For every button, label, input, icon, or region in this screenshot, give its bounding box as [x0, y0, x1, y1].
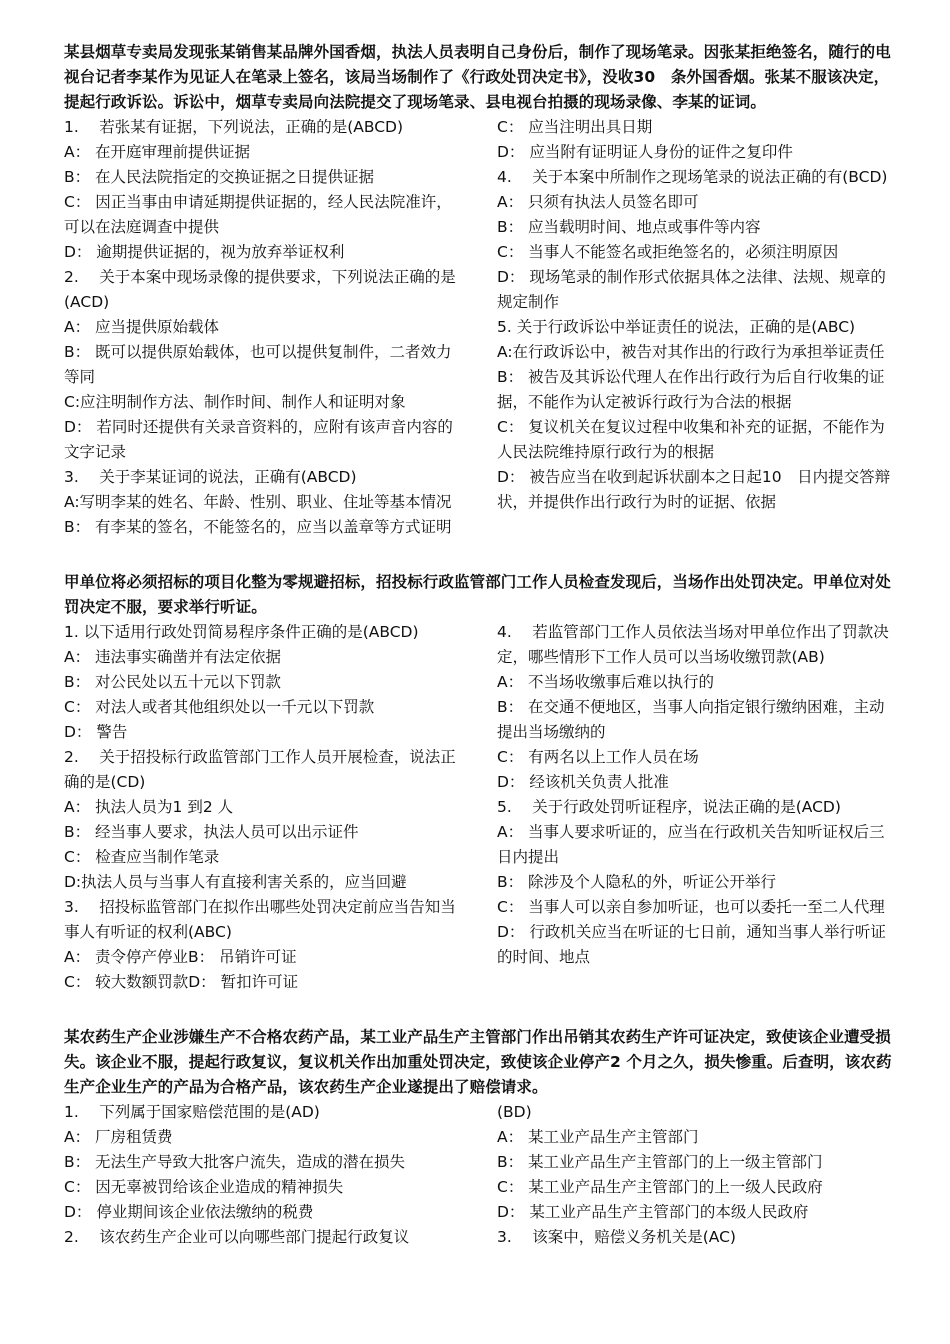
question-line: 2. 该农药生产企业可以向哪些部门提起行政复议: [64, 1228, 410, 1246]
question-columns: [64, 620, 892, 995]
option-line: C： 因正当事由申请延期提供证据的，经人民法院准许，可以在法庭调查中提供: [64, 193, 452, 236]
option-line: A： 厂房租赁费: [64, 1128, 173, 1146]
option-line: D： 行政机关应当在听证的七日前，通知当事人举行听证的时间、地点: [497, 923, 886, 966]
case-intro: 某农药生产企业涉嫌生产不合格农药产品，某工业产品生产主管部门作出吊销其农药生产许可证决定，致使该企业遭受损失。该企业不服，提起行政复议，复议机关作出加重处罚决定，致使该企业停产2 个月之久，损失惨重。后查明，该农药生产企业生产的产品为合格产品，该农药生产企业遂提出了赔偿请求。: [64, 1028, 892, 1096]
left-column: [64, 115, 459, 540]
option-line: C： 对法人或者其他组织处以一千元以下罚款: [64, 698, 375, 716]
option-line: C:应注明制作方法、制作时间、制作人和证明对象: [64, 393, 406, 411]
option-line: C： 有两名以上工作人员在场: [497, 748, 699, 766]
option-line: C： 应当注明出具日期: [497, 118, 653, 136]
case-section-tobacco: [64, 40, 892, 540]
option-line: A： 当事人要求听证的，应当在行政机关告知听证权后三日内提出: [497, 823, 885, 866]
question-line: 5. 关于行政诉讼中举证责任的说法，正确的是(ABC): [497, 318, 856, 336]
right-column: [497, 620, 892, 995]
section-gap: [64, 552, 892, 570]
question-line: 1. 以下适用行政处罚简易程序条件正确的是(ABCD): [64, 623, 419, 641]
question-line: 2. 关于本案中现场录像的提供要求，下列说法正确的是(ACD): [64, 268, 456, 311]
option-line: A： 只须有执法人员签名即可: [497, 193, 699, 211]
option-line: B： 被告及其诉讼代理人在作出行政行为后自行收集的证据，不能作为认定被诉行政行为合法的根据: [497, 368, 885, 411]
option-line: (BD): [497, 1103, 532, 1121]
option-line: D： 停业期间该企业依法缴纳的税费: [64, 1203, 314, 1221]
question-columns: [64, 1100, 892, 1250]
option-line: D： 某工业产品生产主管部门的本级人民政府: [497, 1203, 809, 1221]
question-line: 3. 关于李某证词的说法，正确有(ABCD): [64, 468, 357, 486]
question-columns: [64, 115, 892, 540]
option-line: C： 较大数额罚款D： 暂扣许可证: [64, 973, 299, 991]
option-line: D： 应当附有证明证人身份的证件之复印件: [497, 143, 793, 161]
option-line: B： 对公民处以五十元以下罚款: [64, 673, 282, 691]
option-line: C： 复议机关在复议过程中收集和补充的证据，不能作为人民法院维持原行政行为的根据: [497, 418, 885, 461]
option-line: A： 责令停产停业B： 吊销许可证: [64, 948, 297, 966]
case-intro: 甲单位将必须招标的项目化整为零规避招标，招投标行政监管部门工作人员检查发现后，当场作出处罚决定。甲单位对处罚决定不服，要求举行听证。: [64, 573, 891, 616]
option-line: B： 有李某的签名，不能签名的，应当以盖章等方式证明: [64, 518, 452, 536]
option-line: A： 不当场收缴事后难以执行的: [497, 673, 715, 691]
option-line: C： 因无辜被罚给该企业造成的精神损失: [64, 1178, 344, 1196]
case-section-bidding: [64, 570, 892, 995]
option-line: B： 应当载明时间、地点或事件等内容: [497, 218, 761, 236]
option-line: A： 某工业产品生产主管部门: [497, 1128, 699, 1146]
option-line: D： 经该机关负责人批准: [497, 773, 669, 791]
option-line: D： 现场笔录的制作形式依据具体之法律、法规、规章的规定制作: [497, 268, 886, 311]
option-line: A： 在开庭审理前提供证据: [64, 143, 251, 161]
left-column: [64, 620, 459, 995]
option-line: B： 经当事人要求，执法人员可以出示证件: [64, 823, 359, 841]
option-line: A： 应当提供原始载体: [64, 318, 220, 336]
option-line: A： 违法事实确凿并有法定依据: [64, 648, 282, 666]
question-line: 5. 关于行政处罚听证程序，说法正确的是(ACD): [497, 798, 841, 816]
option-line: A： 执法人员为1 到2 人: [64, 798, 234, 816]
option-line: B： 在交通不便地区，当事人向指定银行缴纳困难，主动提出当场缴纳的: [497, 698, 885, 741]
question-line: 3. 该案中，赔偿义务机关是(AC): [497, 1228, 736, 1246]
question-line: 2. 关于招投标行政监管部门工作人员开展检查，说法正确的是(CD): [64, 748, 456, 791]
option-line: D： 被告应当在收到起诉状副本之日起10 日内提交答辩状，并提供作出行政行为时的证据、依据: [497, 468, 891, 511]
left-column: [64, 1100, 459, 1250]
option-line: C： 当事人不能签名或拒绝签名的，必须注明原因: [497, 243, 839, 261]
question-line: 1. 若张某有证据，下列说法，正确的是(ABCD): [64, 118, 404, 136]
option-line: A:在行政诉讼中，被告对其作出的行政行为承担举证责任: [497, 343, 885, 361]
case-section-pesticide: [64, 1025, 892, 1250]
question-line: 3. 招投标监管部门在拟作出哪些处罚决定前应当告知当事人有听证的权利(ABC): [64, 898, 456, 941]
right-column: [497, 115, 892, 540]
right-column: [497, 1100, 892, 1250]
option-line: B： 除涉及个人隐私的外，听证公开举行: [497, 873, 777, 891]
option-line: D： 警告: [64, 723, 128, 741]
question-line: 4. 若监管部门工作人员依法当场对甲单位作出了罚款决定，哪些情形下工作人员可以当场收缴罚款(AB): [497, 623, 889, 666]
option-line: C： 当事人可以亲自参加听证，也可以委托一至二人代理: [497, 898, 885, 916]
option-line: B： 在人民法院指定的交换证据之日提供证据: [64, 168, 375, 186]
option-line: D： 逾期提供证据的，视为放弃举证权利: [64, 243, 345, 261]
option-line: C： 某工业产品生产主管部门的上一级人民政府: [497, 1178, 823, 1196]
question-line: 1. 下列属于国家赔偿范围的是(AD): [64, 1103, 320, 1121]
option-line: A:写明李某的姓名、年龄、性别、职业、住址等基本情况: [64, 493, 452, 511]
option-line: C： 检查应当制作笔录: [64, 848, 220, 866]
question-line: 4. 关于本案中所制作之现场笔录的说法正确的有(BCD): [497, 168, 888, 186]
section-gap: [64, 1007, 892, 1025]
option-line: B： 某工业产品生产主管部门的上一级主管部门: [497, 1153, 823, 1171]
option-line: B： 无法生产导致大批客户流失，造成的潜在损失: [64, 1153, 406, 1171]
option-line: D： 若同时还提供有关录音资料的，应附有该声音内容的文字记录: [64, 418, 453, 461]
case-intro: 某县烟草专卖局发现张某销售某品牌外国香烟，执法人员表明自己身份后，制作了现场笔录。因张某拒绝签名，随行的电视台记者李某作为见证人在笔录上签名，该局当场制作了《行政处罚决定书》，没收30 条外国香烟。张某不服该决定，提起行政诉讼。诉讼中，烟草专卖局向法院提交了现场笔录、县电视台拍摄的现场录像、李某的证词。: [64, 43, 891, 111]
option-line: B： 既可以提供原始载体，也可以提供复制件，二者效力等同: [64, 343, 452, 386]
option-line: D:执法人员与当事人有直接利害关系的，应当回避: [64, 873, 407, 891]
